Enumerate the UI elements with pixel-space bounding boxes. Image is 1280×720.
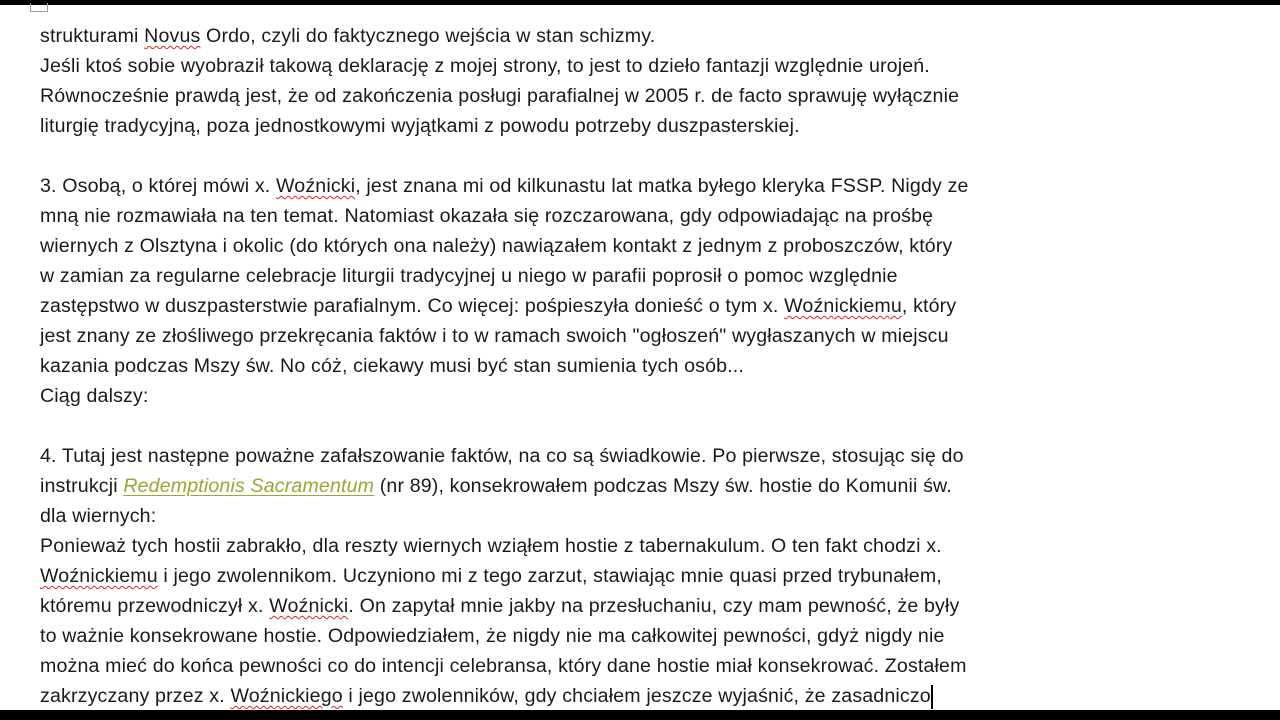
text-run: Ponieważ tych hostii zabrakło, dla reszty wiernych wziąłem hostie z tabernakulum. O ten fakt chodzi x. bbox=[40, 535, 942, 557]
text-run: jest znany ze złośliwego przekręcania faktów i to w ramach swoich "ogłoszeń" wygłaszanych w miejscu bbox=[40, 325, 949, 347]
hyperlink[interactable]: Redemptionis Sacramentum bbox=[123, 475, 375, 497]
text-run: . On zapytał mnie jakby na przesłuchaniu, czy mam pewność, że były bbox=[348, 595, 960, 617]
text-run: dla wiernych: bbox=[40, 505, 157, 527]
text-cursor bbox=[931, 685, 933, 709]
text-run: strukturami bbox=[40, 25, 145, 47]
text-run: to ważnie konsekrowane hostie. Odpowiedziałem, że nigdy nie ma całkowitej pewności, gdyż nigdy nie bbox=[40, 625, 945, 647]
text-run: w zamian za regularne celebracje liturgii tradycyjnej u niego w parafii poprosił o pomoc względnie bbox=[40, 265, 898, 287]
text-run: kazania podczas Mszy św. No cóż, ciekawy musi być stan sumienia tych osób... bbox=[40, 355, 744, 377]
text-run: , który bbox=[901, 295, 957, 317]
text-run: i jego zwolennikom. Uczyniono mi z tego zarzut, stawiając mnie quasi przed trybunałem, bbox=[157, 565, 942, 587]
text-line bbox=[40, 231, 969, 261]
text-line bbox=[40, 81, 969, 111]
document-page[interactable] bbox=[0, 5, 1280, 710]
blank-line bbox=[40, 411, 969, 441]
misspelled-word[interactable]: Woźnickiego bbox=[230, 685, 343, 707]
text-line bbox=[40, 561, 969, 591]
blank-line bbox=[40, 141, 969, 171]
text-line bbox=[40, 291, 969, 321]
misspelled-word[interactable]: Novus bbox=[144, 25, 201, 47]
text-line bbox=[40, 51, 969, 81]
text-run: instrukcji bbox=[40, 475, 124, 497]
text-run: , jest znana mi od kilkunastu lat matka byłego kleryka FSSP. Nigdy ze bbox=[355, 175, 969, 197]
text-line bbox=[40, 111, 969, 141]
text-run: 3. Osobą, o której mówi x. bbox=[40, 175, 276, 197]
text-line bbox=[40, 531, 969, 561]
document-body[interactable] bbox=[40, 21, 969, 711]
text-line bbox=[40, 471, 969, 501]
text-run: i jego zwolenników, gdy chciałem jeszcze wyjaśnić, że zasadniczo bbox=[342, 685, 931, 707]
text-run: można mieć do końca pewności co do intencji celebransa, który dane hostie miał konsekrować. Zostałem bbox=[40, 655, 967, 677]
text-run: wiernych z Olsztyna i okolic (do których ona należy) nawiązałem kontakt z jednym z proboszczów, który bbox=[40, 235, 953, 257]
text-run: liturgię tradycyjną, poza jednostkowymi wyjątkami z powodu potrzeby duszpasterskiej. bbox=[40, 115, 800, 137]
text-run: mną nie rozmawiała na ten temat. Natomiast okazała się rozczarowana, gdy odpowiadając na prośbę bbox=[40, 205, 934, 227]
text-line bbox=[40, 621, 969, 651]
text-line bbox=[40, 681, 969, 711]
text-run: Równocześnie prawdą jest, że od zakończenia posługi parafialnej w 2005 r. de facto sprawuję wyłącznie bbox=[40, 85, 960, 107]
text-line bbox=[40, 171, 969, 201]
text-run: (nr 89), konsekrowałem podczas Mszy św. hostie do Komunii św. bbox=[374, 475, 952, 497]
text-run: 4. Tutaj jest następne poważne zafałszowanie faktów, na co są świadkowie. Po pierwsze, stosując się do bbox=[40, 445, 964, 467]
text-line bbox=[40, 501, 969, 531]
text-line bbox=[40, 651, 969, 681]
misspelled-word[interactable]: Woźnickiemu bbox=[784, 295, 902, 317]
text-line bbox=[40, 21, 969, 51]
page-corner-mark bbox=[30, 3, 48, 12]
text-line bbox=[40, 261, 969, 291]
misspelled-word[interactable]: Woźnicki bbox=[269, 595, 349, 617]
text-line bbox=[40, 381, 969, 411]
text-run: Jeśli ktoś sobie wyobraził takową deklarację z mojej strony, to jest to dzieło fantazji względnie urojeń. bbox=[40, 55, 930, 77]
text-run: Ordo, czyli do faktycznego wejścia w stan schizmy. bbox=[200, 25, 656, 47]
text-run: Ciąg dalszy: bbox=[40, 385, 149, 407]
text-run: zakrzyczany przez x. bbox=[40, 685, 231, 707]
text-line bbox=[40, 591, 969, 621]
text-run: zastępstwo w duszpasterstwie parafialnym. Co więcej: pośpieszyła donieść o tym x. bbox=[40, 295, 785, 317]
text-line bbox=[40, 351, 969, 381]
text-run: któremu przewodniczył x. bbox=[40, 595, 270, 617]
misspelled-word[interactable]: Woźnickiemu bbox=[40, 565, 158, 587]
text-line bbox=[40, 441, 969, 471]
text-line bbox=[40, 321, 969, 351]
text-line bbox=[40, 201, 969, 231]
misspelled-word[interactable]: Woźnicki bbox=[276, 175, 356, 197]
